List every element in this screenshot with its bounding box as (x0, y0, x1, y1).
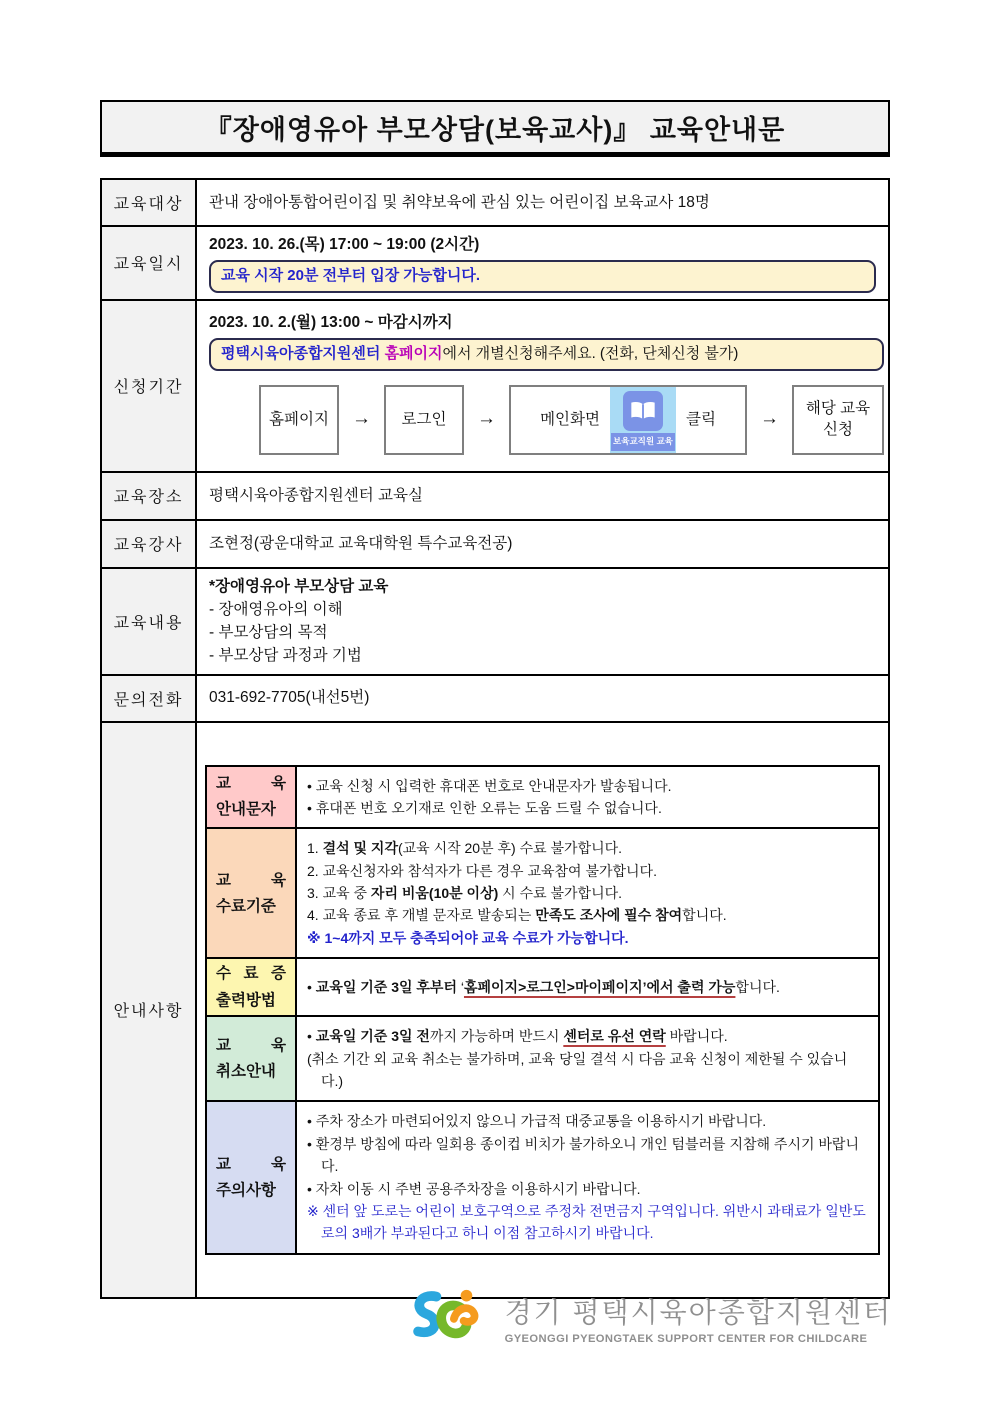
phone-text: 031-692-7705(내선5번) (209, 689, 370, 707)
row-lecturer (102, 521, 888, 569)
notice-line: 4. 교육 종료 후 개별 문자로 발송되는 만족도 조사에 필수 참여합니다. (307, 907, 727, 924)
row-target (102, 180, 888, 227)
notice-row-cancel (207, 1017, 878, 1102)
notice-certificate-header (207, 959, 297, 1015)
notice-row-sms (207, 767, 878, 830)
notice-header-line: 수료기준 (216, 897, 276, 915)
notice-line: (취소 기간 외 교육 취소는 불가하며, 교육 당일 결석 시 다음 교육 신청이 제한될 수 있습니다.) (307, 1050, 848, 1090)
arrow-icon: → (477, 408, 496, 430)
entry-notice-box: 교육 시작 20분 전부터 입장 가능합니다. (209, 260, 876, 293)
notice-header-line: 수 료 증 (216, 965, 286, 983)
icon-caption: 보육교직원 교육 (611, 433, 675, 451)
center-logo (405, 1284, 892, 1351)
apply-flow-diagram (259, 385, 884, 455)
apply-method-box: 평택시육아종합지원센터 홈페이지에서 개별신청해주세요. (전화, 단체신청 불가) (209, 338, 884, 371)
row-place (102, 473, 888, 521)
notice-line: • 자차 이동 시 주변 공용주차장을 이용하시기 바랍니다. (307, 1180, 641, 1197)
notice-row-completion (207, 829, 878, 959)
target-text: 관내 장애아통합어린이집 및 취약보육에 관심 있는 어린이집 보육교사 18명 (209, 193, 710, 211)
lecturer-text: 조현정(광운대학교 교육대학원 특수교육전공) (209, 534, 513, 552)
notice-certificate-body (297, 959, 878, 1015)
flow-step-login: 로그인 (384, 385, 464, 455)
notice-row-certificate (207, 959, 878, 1017)
row-phone-label: 문의전화 (102, 676, 197, 721)
notice-row-caution (207, 1102, 878, 1252)
arrow-icon: → (352, 408, 371, 430)
row-apply-label: 신청기간 (102, 301, 197, 471)
document-title-box (100, 100, 890, 157)
row-place-content (197, 473, 888, 519)
content-line: - 부모상담 과정과 기법 (209, 647, 362, 665)
row-place-label: 교육장소 (102, 473, 197, 519)
notice-header-line: 교 육 (216, 871, 286, 889)
notice-header-line: 출력방법 (216, 991, 276, 1009)
flow-click-label: 클릭 (685, 410, 716, 428)
childcare-education-icon (610, 387, 676, 453)
row-datetime-content (197, 227, 888, 299)
notice-line: • 환경부 방침에 따라 일회용 종이컵 비치가 불가하오니 개인 텀블러를 지참해 주시기 바랍니다. (307, 1135, 859, 1175)
notice-header-line: 안내문자 (216, 801, 276, 819)
notice-line: • 주차 장소가 마련되어있지 않으니 가급적 대중교통을 이용하시기 바랍니다. (307, 1113, 767, 1130)
notice-sms-body (297, 767, 878, 828)
info-table (100, 178, 890, 1299)
content-line: *장애영유아 부모상담 교육 (209, 577, 389, 595)
content-line: - 부모상담의 목적 (209, 624, 328, 641)
logo-mark-icon (405, 1284, 495, 1351)
notice-completion-body (297, 829, 878, 957)
row-notice-content (197, 723, 888, 1297)
notice-line: • 교육 신청 시 입력한 휴대폰 번호로 안내문자가 발송됩니다. (307, 777, 672, 794)
notice-line: 3. 교육 중 자리 비움(10분 이상) 시 수료 불가합니다. (307, 885, 623, 902)
row-target-content (197, 180, 888, 225)
notice-table (205, 765, 880, 1255)
flow-main-label: 메인화면 (540, 410, 600, 428)
flow-step-apply: 해당 교육 신청 (792, 385, 884, 455)
notice-line: ※ 1~4까지 모두 충족되어야 교육 수료가 가능합니다. (307, 929, 629, 946)
row-target-label: 교육대상 (102, 180, 197, 225)
logo-text-english: GYEONGGI PYEONGTAEK SUPPORT CENTER FOR CHILDCARE (504, 1332, 868, 1345)
arrow-icon: → (760, 408, 779, 430)
apply-period-text: 2023. 10. 2.(월) 13:00 ~ 마감시까지 (209, 313, 453, 331)
flow-step-mainpage (509, 385, 747, 455)
flow-step-homepage: 홈페이지 (259, 385, 339, 455)
notice-caution-header (207, 1102, 297, 1252)
notice-line: • 휴대폰 번호 오기재로 인한 오류는 도움 드릴 수 없습니다. (307, 799, 662, 816)
notice-line: 1. 결석 및 지각(교육 시작 20분 후) 수료 불가합니다. (307, 840, 623, 857)
logo-text (505, 1291, 892, 1345)
row-apply-content (197, 301, 896, 471)
notice-header-line: 교 육 (216, 1155, 286, 1173)
notice-caution-body (297, 1102, 878, 1252)
notice-line: ※ 센터 앞 도로는 어린이 보호구역으로 주정차 전면금지 구역입니다. 위반시 과태료가 일반도로의 3배가 부과된다고 하니 이점 참고하시기 바랍니다. (307, 1202, 866, 1242)
row-apply-period (102, 301, 888, 473)
row-content-label: 교육내용 (102, 569, 197, 674)
row-lecturer-content (197, 521, 888, 567)
row-phone (102, 676, 888, 723)
notice-header-line: 교 육 (216, 775, 286, 793)
row-datetime-label: 교육일시 (102, 227, 197, 299)
datetime-text: 2023. 10. 26.(목) 17:00 ~ 19:00 (2시간) (209, 236, 480, 253)
notice-sms-header (207, 767, 297, 828)
notice-line: • 교육일 기준 3일 후부터 ‘홈페이지>로그인>마이페이지’에서 출력 가능합니다. (307, 979, 780, 996)
row-notice-label: 안내사항 (102, 723, 197, 1297)
row-datetime (102, 227, 888, 301)
notice-line: 2. 교육신청자와 참석자가 다른 경우 교육참여 불가합니다. (307, 862, 657, 879)
notice-header-line: 취소안내 (216, 1063, 276, 1081)
row-notice (102, 723, 888, 1297)
content-line: - 장애영유아의 이해 (209, 600, 343, 618)
notice-cancel-header (207, 1017, 297, 1100)
notice-cancel-body (297, 1017, 878, 1100)
row-phone-content (197, 676, 888, 721)
notice-line: • 교육일 기준 3일 전까지 가능하며 반드시 센터로 유선 연락 바랍니다. (307, 1028, 728, 1045)
open-book-icon (623, 391, 663, 431)
notice-header-line: 주의사항 (216, 1182, 276, 1200)
row-content (102, 569, 888, 676)
logo-text-korean: 경기 평택시육아종합지원센터 (504, 1296, 892, 1328)
notice-completion-header (207, 829, 297, 957)
document-title: 『장애영유아 부모상담(보육교사)』 교육안내문 (204, 114, 786, 145)
row-lecturer-label: 교육강사 (102, 521, 197, 567)
notice-header-line: 교 육 (216, 1037, 286, 1055)
row-content-content (197, 569, 888, 674)
place-text: 평택시육아종합지원센터 교육실 (209, 486, 423, 504)
